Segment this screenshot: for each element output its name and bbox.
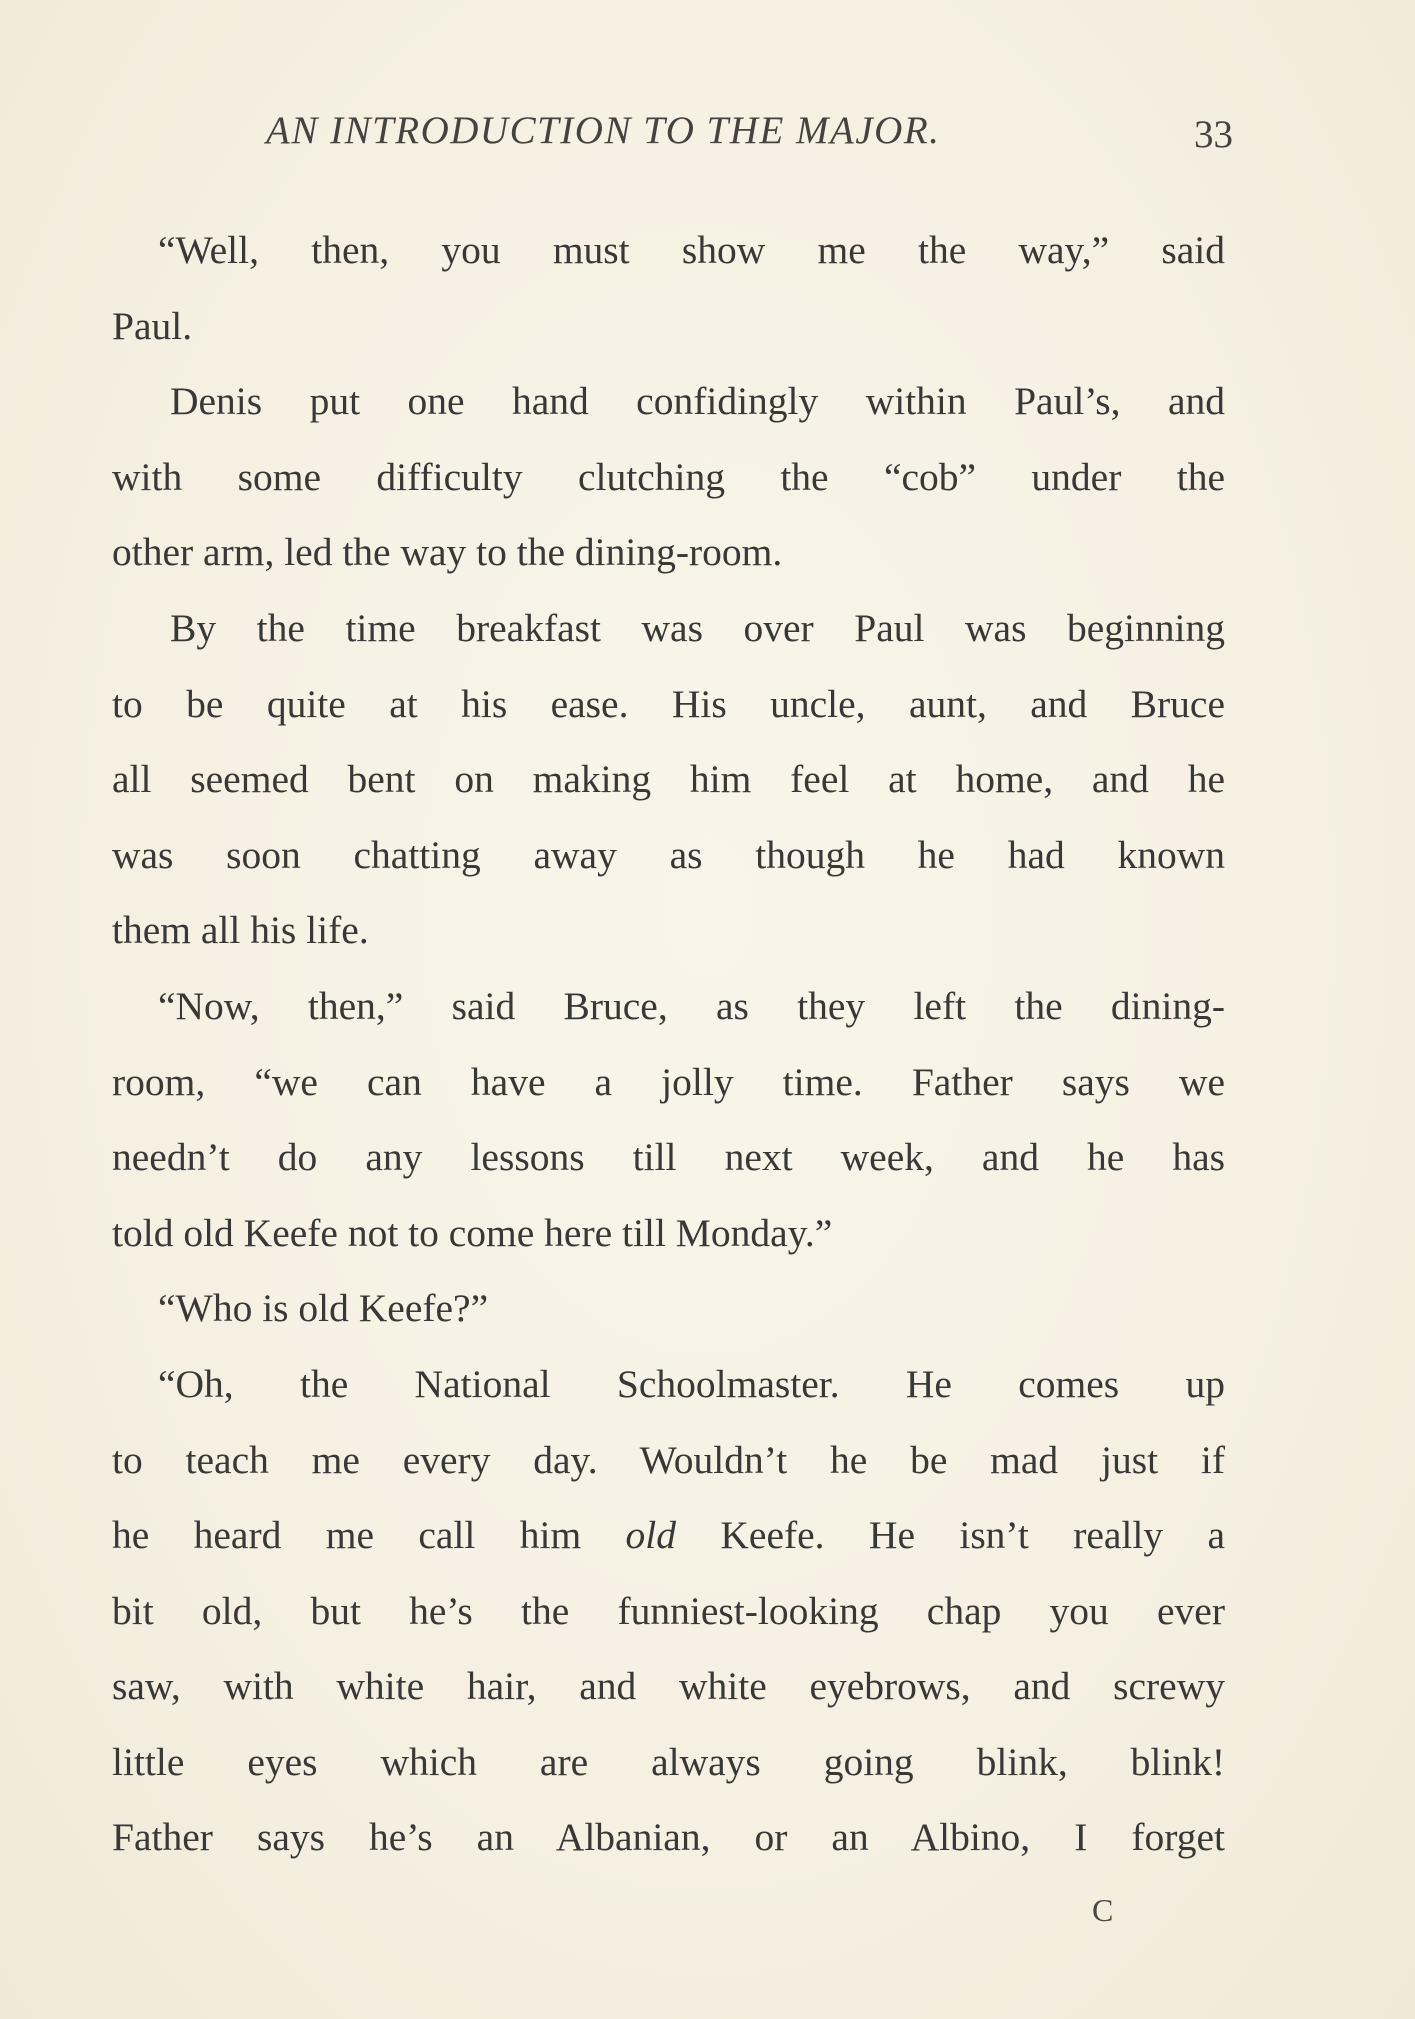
text-line: to be quite at his ease. His uncle, aunt, and Bruce: [112, 681, 1225, 726]
text-line: to teach me every day. Wouldn’t he be mad just if: [112, 1437, 1225, 1482]
text-line: needn’t do any lessons till next week, and he has: [112, 1135, 1225, 1180]
text-line: was soon chatting away as though he had known: [112, 832, 1225, 877]
signature-mark: C: [1092, 1892, 1114, 1928]
text-line: saw, with white hair, and white eyebrows, and screwy: [112, 1664, 1225, 1709]
text-segment: Keefe. He isn’t really a: [720, 1513, 1225, 1558]
page-number: 33: [1194, 113, 1233, 156]
text-line: them all his life.: [112, 908, 369, 953]
text-line: little eyes which are always going blink, blink!: [112, 1739, 1225, 1784]
text-line: with some difficulty clutching the “cob” under the: [112, 454, 1225, 499]
text-line: bit old, but he’s the funniest-looking chap you ever: [112, 1588, 1225, 1633]
text-line: other arm, led the way to the dining-room.: [112, 530, 783, 575]
text-line: told old Keefe not to come here till Monday.”: [112, 1210, 833, 1255]
text-line: “Now, then,” said Bruce, as they left the dining-: [158, 983, 1225, 1028]
text-segment: he heard me call him: [112, 1513, 582, 1558]
text-line: “Who is old Keefe?”: [158, 1286, 489, 1331]
body-text: [112, 213, 1225, 1876]
italic-word: old: [625, 1513, 677, 1558]
text-line: all seemed bent on making him feel at home, and he: [112, 757, 1225, 802]
text-line: “Well, then, you must show me the way,” said: [158, 228, 1225, 272]
text-line: Denis put one hand confidingly within Paul’s, and: [170, 379, 1225, 424]
text-line: Father says he’s an Albanian, or an Albino, I forget: [112, 1815, 1225, 1860]
text-line: “Oh, the National Schoolmaster. He comes up: [158, 1361, 1225, 1406]
page-header: [110, 108, 1235, 168]
running-title: AN INTRODUCTION TO THE MAJOR.: [266, 109, 941, 152]
text-line: By the time breakfast was over Paul was beginning: [170, 605, 1225, 650]
text-line: Paul.: [112, 303, 193, 348]
text-line: room, “we can have a jolly time. Father says we: [112, 1059, 1225, 1104]
text-line-with-italic: [112, 1498, 1225, 1574]
